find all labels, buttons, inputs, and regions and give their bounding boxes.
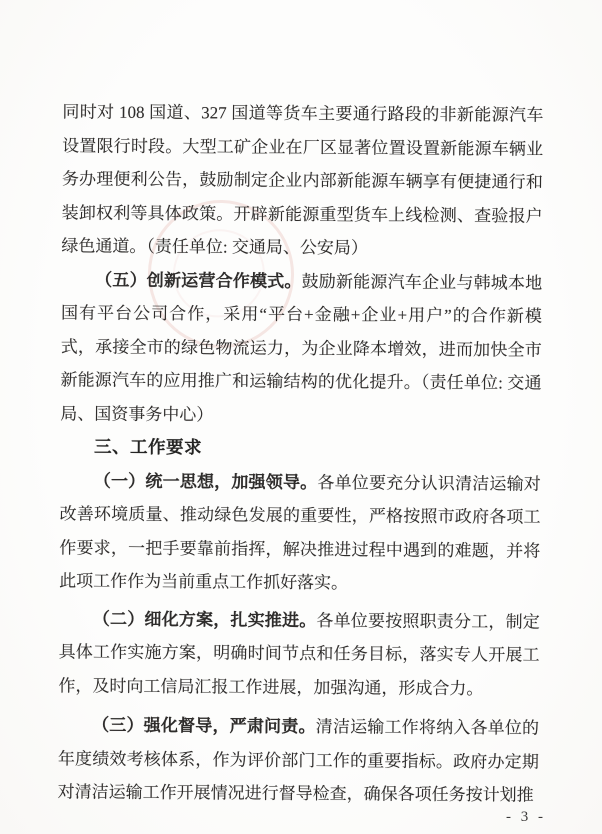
paragraph-text: 各单位要充分认识清洁运输对改善环境质量、推动绿色发展的重要性，严格按照市政府各项工作要求，一把手要靠前指挥，解决推进过程中遇到的难题，并将此项工作作为当前重点工作抓好落实。 — [59, 472, 541, 593]
paragraph-text: 鼓励新能源汽车企业与韩城本地国有平台公司合作，采用“平台+金融+企业+用户”的合作新模式，承接全市的绿色物流运力，为企业降本增效，进而加快全市新能源汽车的应用推广和运输结构的优化提升。（责任单位: 交通局、国资事务中心） — [60, 271, 543, 424]
document-body — [58, 95, 544, 812]
page-number: - 3 - — [506, 809, 546, 825]
paragraph-continuation — [61, 95, 543, 266]
paragraph-item-3 — [58, 708, 540, 812]
paragraph-lead-label: （五）创新运营合作模式。 — [95, 270, 302, 291]
paragraph-text: 同时对 108 国道、327 国道等货车主要通行路段的非新能源汽车设置限行时段。大型工矿企业在厂区显著位置设置新能源车辆业务办理便利公告，鼓励制定企业内部新能源车辆享有便捷通行和装卸权利等具体政策。开辟新能源重型货车上线检测、查验报户绿色通道。（责任单位: 交通局、公安局） — [61, 102, 544, 258]
paragraph-item-1 — [59, 464, 541, 601]
paragraph-item-5 — [60, 263, 542, 434]
section-heading: 三、工作要求 — [93, 436, 203, 458]
paragraph-text: 各单位要按照职责分工，制定具体工作实施方案，明确时间节点和任务目标，落实专人开展工作，及时向工信局汇报工作进展，加强沟通，形成合力。 — [58, 610, 540, 698]
paragraph-lead-label: （三）强化督导，严肃问责。 — [92, 715, 316, 737]
paragraph-item-2 — [58, 602, 540, 706]
paragraph-lead-label: （一）统一思想，加强领导。 — [93, 471, 318, 492]
paragraph-lead-label: （二）细化方案，扎实推进。 — [92, 609, 317, 630]
paragraph-text: 清洁运输工作将纳入各单位的年度绩效考核体系，作为评价部门工作的重要指标。政府办定期对清洁运输工作开展情况进行督导检查，确保各项任务按计划推 — [57, 717, 540, 805]
